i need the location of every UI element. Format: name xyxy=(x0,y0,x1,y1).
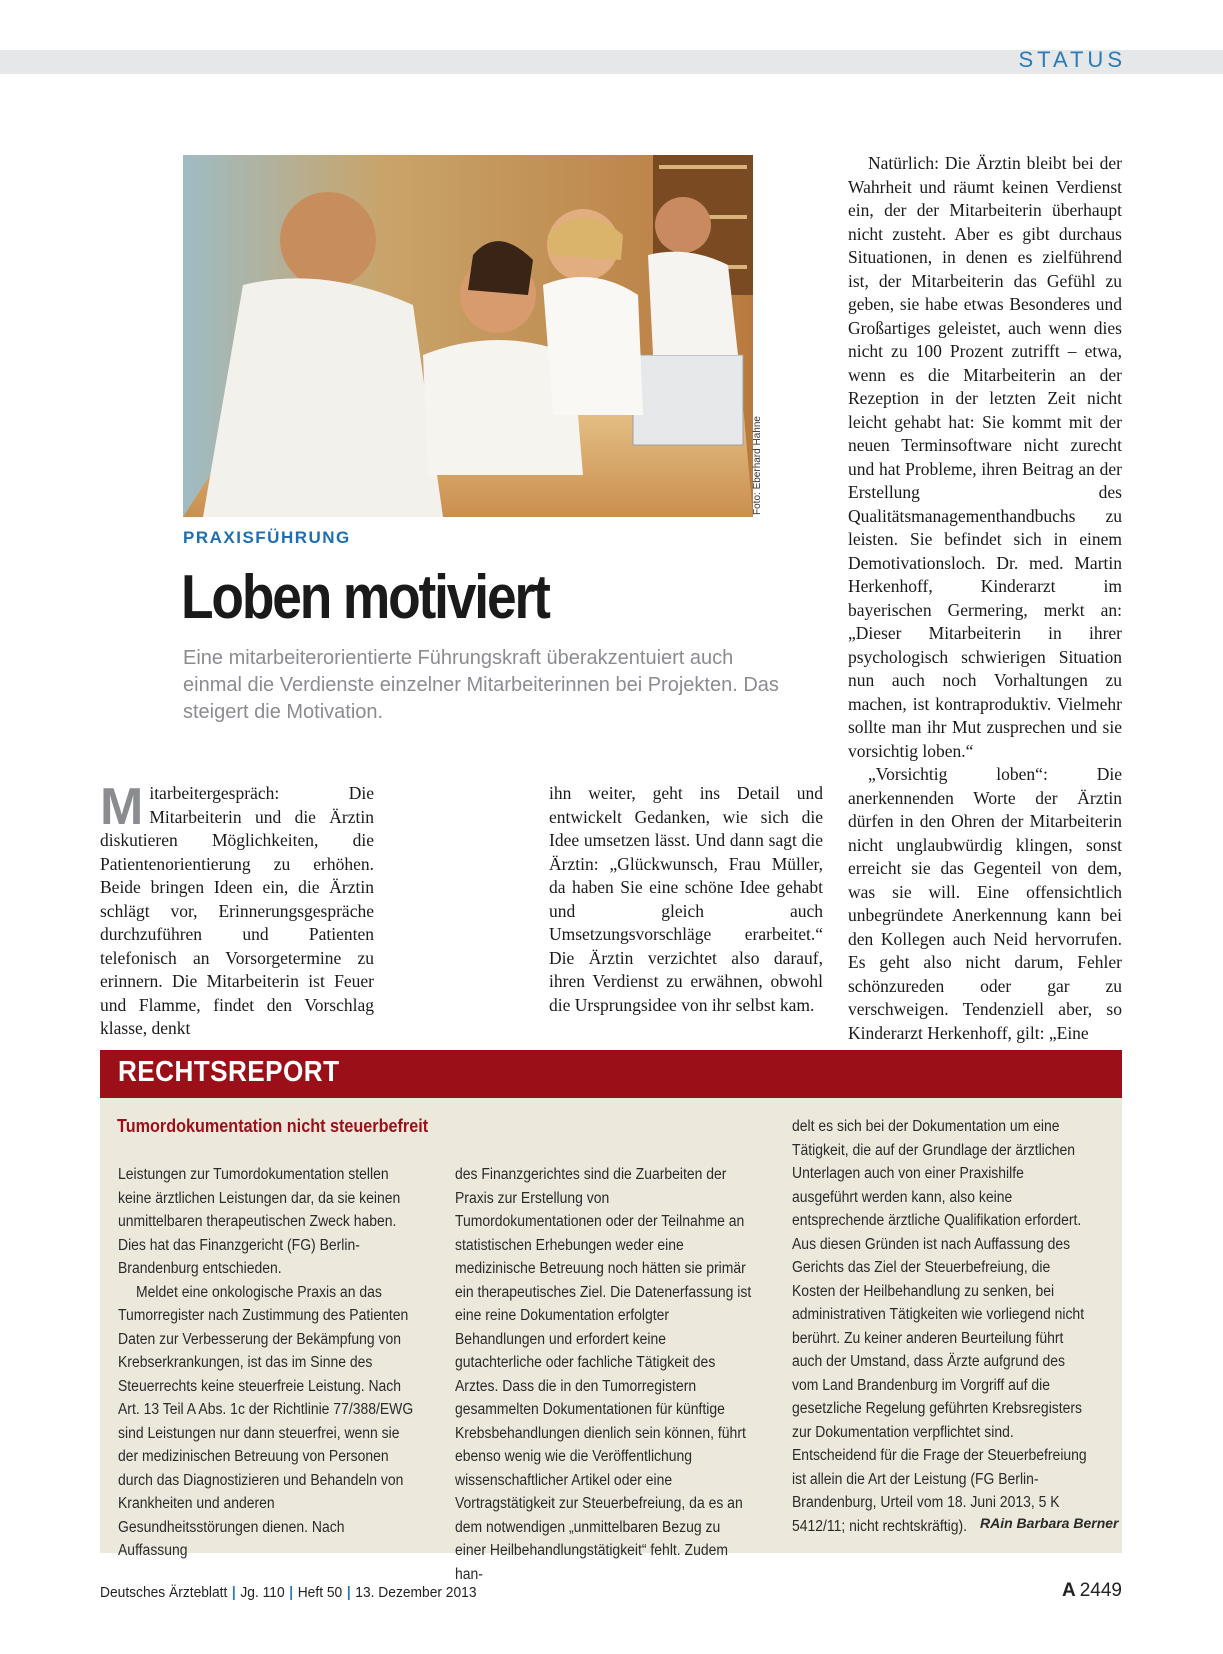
footer-separator: | xyxy=(346,1584,351,1601)
column-left-text: itarbeitergespräch: Die Mitarbeiterin und die Ärztin diskutieren Möglichkeiten, die Patientenorientierung zu erhöhen. Beide bringen Ideen ein, die Ärztin schlägt vor, Erinnerungsgespräche durchzuführen und Patienten telefonisch an Vorsorgetermine zu erinnern. Die Mitarbeiterin ist Feuer und Flamme, findet den Vorschlag klasse, denkt xyxy=(100,783,374,1038)
page-number-value: 2449 xyxy=(1079,1580,1122,1601)
article-title: Loben motiviert xyxy=(181,563,549,632)
section-label: STATUS xyxy=(1018,47,1126,72)
footer-separator: | xyxy=(289,1584,294,1601)
page-number xyxy=(1062,1580,1122,1602)
rechtsreport-column-3 xyxy=(792,1115,1089,1538)
article-kicker: PRAXISFÜHRUNG xyxy=(183,528,351,547)
page-prefix: A xyxy=(1061,1580,1076,1601)
rechtsreport-subtitle: Tumordokumentation nicht steuerbefreit xyxy=(117,1116,429,1136)
rechtsreport-col1-paragraph-1: Leistungen zur Tumordokumentation stellen keine ärztlichen Leistungen dar, da sie keinen unmittelbaren therapeutischen Zweck haben. Dies hat das Finanzgericht (FG) Berlin-Brandenburg entschieden. xyxy=(118,1166,401,1277)
article-photo xyxy=(183,155,753,517)
article-column-right xyxy=(848,152,1122,1045)
footer-separator: | xyxy=(231,1584,236,1601)
article-lead: Eine mitarbeiterorientierte Führungskraft überakzentuiert auch einmal die Verdienste einzelner Mitarbeiterinnen bei Projekten. Das steigert die Motivation. xyxy=(183,647,779,723)
footer-citation xyxy=(100,1584,476,1601)
article-column-middle xyxy=(549,782,823,1017)
footer-date: 13. Dezember 2013 xyxy=(355,1584,477,1601)
footer-issue: Heft 50 xyxy=(297,1584,343,1601)
photo-credit: Foto: Eberhard Hahne xyxy=(752,416,763,515)
rechtsreport-col3-text: delt es sich bei der Dokumentation um eine Tätigkeit, die auf der Grundlage der ärztlichen Unterlagen auch von einer Praxishilfe ausgeführt werden kann, also keine entsprechende ärztliche Qualifikation erfordert. Aus diesen Gründen ist nach Auffassung des Gerichts das Ziel der Steuerbefreiung, die Kosten der Heilbehandlung zu senken, bei administrativen Tätigkeiten wie vorliegend nicht berührt. Zu keiner anderen Beurteilung führt auch der Umstand, dass Ärzte aufgrund des vom Land Brandenburg im Vorgriff auf die gesetzliche Regelung geführten Krebsregisters zur Dokumentation verpflichtet sind. Entscheidend für die Frage der Steuerbefreiung ist allein die Art der Leistung (FG Berlin-Brandenburg, Urteil vom 18. Juni 2013, 5 K 5412/11; nicht rechtskräftig). xyxy=(792,1118,1087,1535)
footer-publication: Deutsches Ärzteblatt xyxy=(100,1584,228,1601)
article-column-left xyxy=(100,778,374,1041)
footer-volume: Jg. 110 xyxy=(240,1584,285,1601)
rechtsreport-col2-text: des Finanzgerichtes sind die Zuarbeiten der Praxis zur Erstellung von Tumordokumentationen oder der Teilnahme an statistischen Erhebungen weder eine medizinische Betreuung noch hätten sie primär ein therapeutisches Ziel. Die Datenerfassung ist eine reine Dokumentation erfolgter Behandlungen und erfordert keine gutachterliche oder fachliche Tätigkeit des Arztes. Dass die in den Tumorregistern gesammelten Dokumentationen für künftige Krebsbehandlungen dienlich sein können, führt ebenso wenig wie die Veröffentlichung wissenschaftlicher Artikel oder eine Vortragstätigkeit zur Steuerbefreiung, da es an dem notwendigen „unmittelbaren Bezug zu einer Heilbehandlungstätigkeit“ fehlt. Zudem han- xyxy=(455,1166,752,1583)
column-right-paragraph-1: Natürlich: Die Ärztin bleibt bei der Wahrheit und räumt keinen Verdienst ein, der der Mitarbeiterin überhaupt nicht zusteht. Aber es gibt durchaus Situationen, in denen es zielführend ist, der Mitarbeiterin das Gefühl zu geben, sie habe etwas Besonderes und Großartiges geleistet, auch wenn dies nicht zu 100 Prozent zutrifft – etwa, wenn es die Mitarbeiterin an der Rezeption in der letzten Zeit nicht leicht gehabt hat: Sie kommt mit der neuen Terminsoftware nicht zurecht und hat Probleme, ihren Beitrag an der Erstellung des Qualitätsmanagementhandbuchs zu leisten. Sie befindet sich in einem Demotivationsloch. Dr. med. Martin Herkenhoff, Kinderarzt im bayerischen Germering, merkt an: „Dieser Mitarbeiterin in ihrer psychologisch schwierigen Situation nun auch noch Vorhaltungen zu machen, ist kontraproduktiv. Vielmehr sollte man ihr Mut zusprechen und sie vorsichtig loben.“ xyxy=(848,153,1122,761)
rechtsreport-column-1 xyxy=(118,1163,415,1563)
drop-cap: M xyxy=(100,778,144,836)
rechtsreport-title: RECHTSREPORT xyxy=(118,1056,340,1088)
column-right-paragraph-2: „Vorsichtig loben“: Die anerkennenden Worte der Ärztin dürfen in den Ohren der Mitarbeiterin nicht unglaubwürdig klingen, sonst erreicht sie das Gegenteil von dem, was sie will. Eine offensichtlich unbegründete Anerkennung kann bei den Kollegen auch Neid hervorrufen. Es geht also nicht darum, Fehler schönzureden oder gar zu verschweigen. Tendenziell aber, so Kinderarzt Herkenhoff, gilt: „Eine xyxy=(848,764,1122,1043)
rechtsreport-column-2 xyxy=(455,1163,752,1586)
rechtsreport-author: RAin Barbara Berner xyxy=(980,1515,1119,1531)
rechtsreport-col1-paragraph-2: Meldet eine onkologische Praxis an das Tumorregister nach Zustimmung des Patienten Daten zur Verbesserung der Bekämpfung von Krebserkrankungen, ist das im Sinne des Steuerrechts keine steuerfreie Leistung. Nach Art. 13 Teil A Abs. 1c der Richtlinie 77/388/EWG sind Leistungen nur dann steuerfrei, wenn sie der medizinischen Betreuung von Personen durch das Diagnostizieren und Behandeln von Krankheiten und anderen Gesundheitsstörungen dienen. Nach Auffassung xyxy=(118,1283,414,1559)
column-middle-text: ihn weiter, geht ins Detail und entwickelt Gedanken, wie sich die Idee umsetzen lässt. Und dann sagt die Ärztin: „Glückwunsch, Frau Müller, da haben Sie eine schöne Idee gehabt und gleich auch Umsetzungsvorschläge erarbeitet.“ Die Ärztin verzichtet also darauf, ihren Verdienst zu erwähnen, obwohl die Ursprungsidee von ihr selbst kam. xyxy=(549,783,823,1015)
